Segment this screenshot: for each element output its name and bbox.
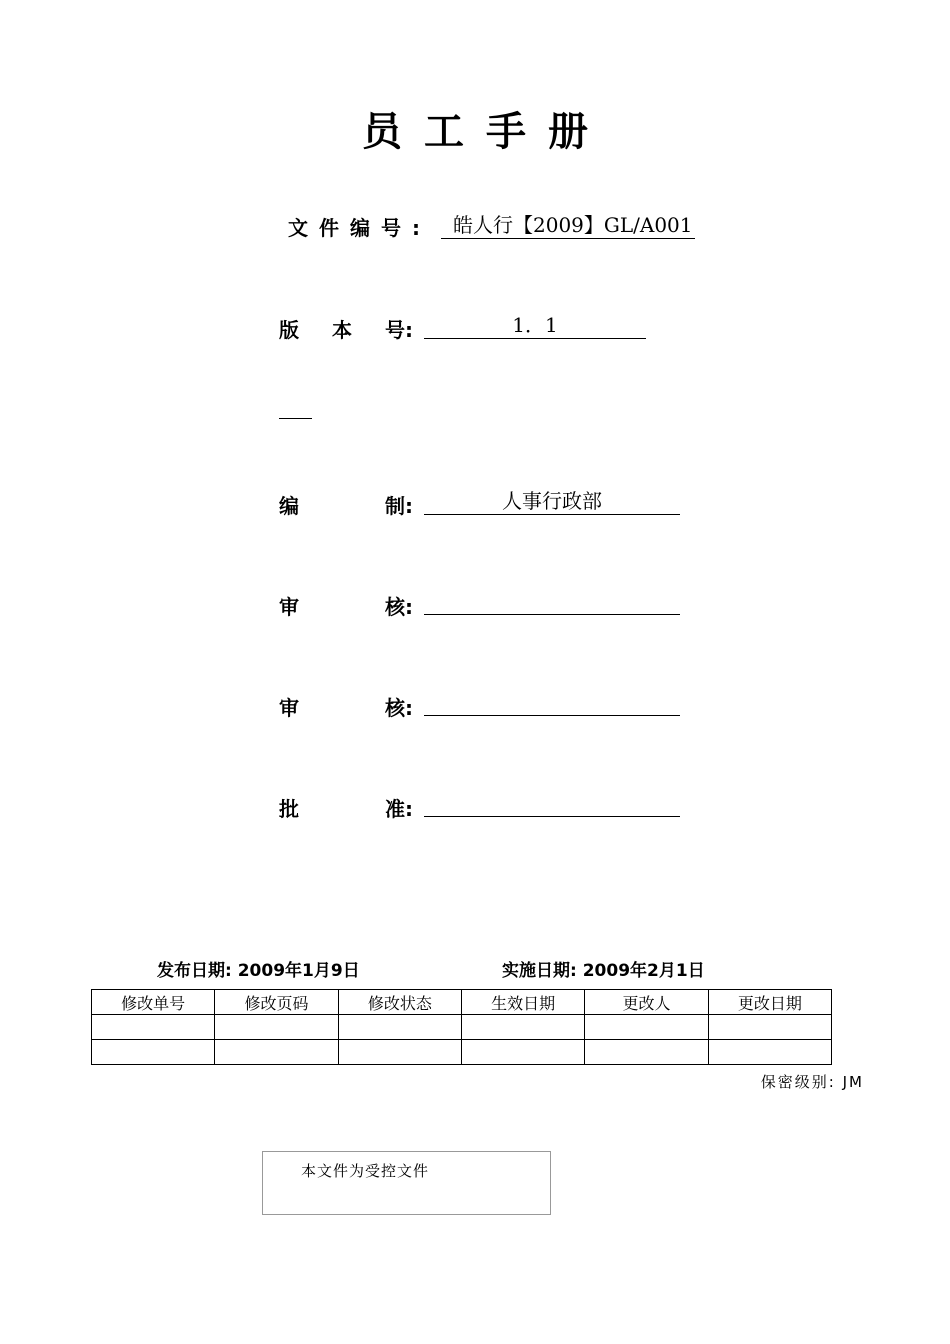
version-label-char-1: 版 (279, 318, 299, 342)
table-cell (92, 1040, 215, 1065)
controlled-document-box (262, 1151, 551, 1215)
revision-table-header-row (92, 990, 832, 1015)
table-cell (708, 1040, 831, 1065)
secrecy-level: 保密级别: JM (760, 1073, 864, 1091)
table-cell (461, 1015, 584, 1040)
header-revision-status: 修改状态 (338, 990, 461, 1015)
review-1-label (279, 591, 413, 620)
table-cell (338, 1015, 461, 1040)
table-cell (338, 1040, 461, 1065)
review-1-label-char-1: 审 (279, 595, 299, 619)
review-1-value (424, 588, 680, 615)
prepared-by-label (279, 490, 413, 519)
review-2-label (279, 692, 413, 721)
table-cell (585, 1040, 708, 1065)
approve-label-char-1: 批 (279, 797, 299, 821)
prepared-by-value: 人事行政部 (424, 488, 680, 515)
version-label (279, 314, 413, 343)
doc-number-label: 文件编号: (288, 216, 431, 240)
header-change-date: 更改日期 (708, 990, 831, 1015)
prepared-by-label-char-1: 编 (279, 494, 299, 518)
version-label-char-2: 本 (332, 318, 352, 342)
approve-value (424, 790, 680, 817)
header-revised-page: 修改页码 (215, 990, 338, 1015)
revision-table (91, 989, 832, 1065)
review-2-label-char-1: 审 (279, 696, 299, 720)
release-date: 发布日期: 2009年1月9日 (157, 961, 360, 981)
header-revision-no: 修改单号 (92, 990, 215, 1015)
header-changed-by: 更改人 (585, 990, 708, 1015)
document-title: 员工手册 (362, 109, 610, 155)
table-cell (215, 1040, 338, 1065)
table-row (92, 1015, 832, 1040)
controlled-document-note: 本文件为受控文件 (301, 1162, 430, 1180)
review-2-value (424, 689, 680, 716)
version-label-char-3: 号: (385, 318, 413, 342)
table-row (92, 1040, 832, 1065)
header-effective-date: 生效日期 (461, 990, 584, 1015)
table-cell (461, 1040, 584, 1065)
review-1-label-char-2: 核: (385, 595, 413, 619)
table-cell (92, 1015, 215, 1040)
approve-label (279, 793, 413, 822)
doc-number-value: 皓人行【2009】GL/A001 (441, 212, 695, 239)
review-2-label-char-2: 核: (385, 696, 413, 720)
effective-date: 实施日期: 2009年2月1日 (502, 961, 705, 981)
table-cell (585, 1015, 708, 1040)
table-cell (708, 1015, 831, 1040)
table-cell (215, 1015, 338, 1040)
prepared-by-label-char-2: 制: (385, 494, 413, 518)
version-value: 1．1 (424, 312, 646, 339)
short-divider (279, 418, 312, 419)
approve-label-char-2: 准: (385, 797, 413, 821)
